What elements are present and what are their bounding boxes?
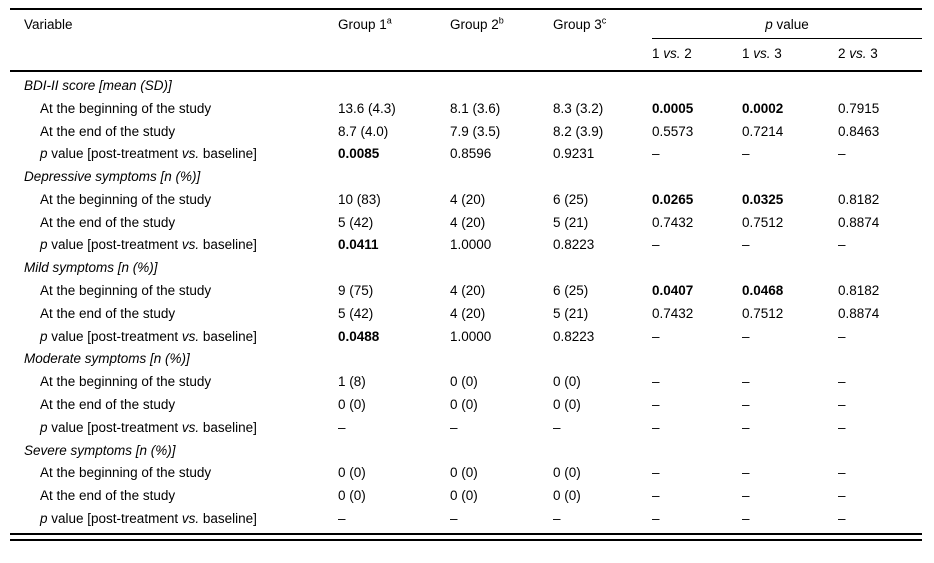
data-row xyxy=(10,485,922,508)
value-cell: 5 (21) xyxy=(553,305,589,321)
value-cell: – xyxy=(838,465,846,481)
data-row xyxy=(10,416,922,439)
row-label: At the beginning of the study xyxy=(40,100,212,116)
value-cell: 8.7 (4.0) xyxy=(338,123,389,139)
header-row-1 xyxy=(10,9,922,39)
section-title-row xyxy=(10,166,922,189)
value-cell: 0.9231 xyxy=(553,146,595,162)
data-row xyxy=(10,120,922,143)
value-cell: 0.8463 xyxy=(838,123,880,139)
footnote-marker-a: a xyxy=(386,15,392,26)
row-label: At the beginning of the study xyxy=(40,191,212,207)
value-cell: 1.0000 xyxy=(450,237,492,253)
value-cell: 9 (75) xyxy=(338,283,374,299)
value-cell: 0.7214 xyxy=(742,123,784,139)
value-cell: – xyxy=(838,510,846,526)
value-cell: 0 (0) xyxy=(553,374,581,390)
value-cell: – xyxy=(652,237,660,253)
value-cell: – xyxy=(838,419,846,435)
header-2-vs-3: 2 vs. 3 xyxy=(838,39,922,72)
data-row xyxy=(10,234,922,257)
data-row xyxy=(10,507,922,530)
value-cell: – xyxy=(742,488,750,504)
data-row xyxy=(10,97,922,120)
row-label: p value [post-treatment vs. baseline] xyxy=(40,510,257,526)
row-label: p value [post-treatment vs. baseline] xyxy=(40,146,257,162)
value-cell: 0 (0) xyxy=(553,465,581,481)
header-variable: Variable xyxy=(10,9,338,71)
value-cell: 0 (0) xyxy=(450,465,478,481)
value-cell: 0.8874 xyxy=(838,214,880,230)
value-cell: 5 (42) xyxy=(338,214,374,230)
value-cell: 0.0085 xyxy=(338,146,380,162)
value-cell: – xyxy=(450,510,458,526)
value-cell: 8.2 (3.9) xyxy=(553,123,604,139)
value-cell: – xyxy=(838,488,846,504)
value-cell: 0 (0) xyxy=(338,488,366,504)
value-cell: 0.8182 xyxy=(838,191,880,207)
data-row xyxy=(10,462,922,485)
section-title-row xyxy=(10,348,922,371)
data-row xyxy=(10,394,922,417)
value-cell: – xyxy=(742,465,750,481)
row-label: p value [post-treatment vs. baseline] xyxy=(40,328,257,344)
footnote-marker-c: c xyxy=(601,15,607,26)
data-row xyxy=(10,371,922,394)
footnote-marker-b: b xyxy=(498,15,504,26)
header-group-3-label: Group 3 xyxy=(553,17,602,32)
value-cell: 7.9 (3.5) xyxy=(450,123,501,139)
value-cell: 8.3 (3.2) xyxy=(553,100,604,116)
table-header xyxy=(10,9,922,71)
value-cell: – xyxy=(652,419,660,435)
value-cell: – xyxy=(652,510,660,526)
value-cell: 8.1 (3.6) xyxy=(450,100,501,116)
value-cell: – xyxy=(652,488,660,504)
value-cell: 6 (25) xyxy=(553,283,589,299)
value-cell: – xyxy=(553,419,561,435)
value-cell: 0.8223 xyxy=(553,237,595,253)
value-cell: 10 (83) xyxy=(338,191,381,207)
row-label: p value [post-treatment vs. baseline] xyxy=(40,237,257,253)
section-title: Depressive symptoms [n (%)] xyxy=(24,169,201,185)
value-cell: 0.8874 xyxy=(838,305,880,321)
value-cell: – xyxy=(338,419,346,435)
row-label: At the beginning of the study xyxy=(40,374,212,390)
data-row xyxy=(10,302,922,325)
value-cell: – xyxy=(742,374,750,390)
value-cell: – xyxy=(652,146,660,162)
header-1-vs-2: 1 vs. 2 xyxy=(652,39,742,72)
value-cell: – xyxy=(652,396,660,412)
row-label: At the end of the study xyxy=(40,396,176,412)
value-cell: 6 (25) xyxy=(553,191,589,207)
value-cell: 0.0488 xyxy=(338,328,380,344)
value-cell: – xyxy=(338,510,346,526)
value-cell: 0.0005 xyxy=(652,100,694,116)
value-cell: 0 (0) xyxy=(553,488,581,504)
value-cell: 1.0000 xyxy=(450,328,492,344)
value-cell: 0.0325 xyxy=(742,191,784,207)
value-cell: 0.0407 xyxy=(652,283,694,299)
results-table xyxy=(10,8,922,541)
value-cell: 0 (0) xyxy=(450,396,478,412)
table-bottom-rule xyxy=(10,533,922,541)
section-title-row xyxy=(10,257,922,280)
value-cell: 0.0411 xyxy=(338,237,379,253)
value-cell: – xyxy=(838,146,846,162)
header-group-1-label: Group 1 xyxy=(338,17,387,32)
table-body xyxy=(10,71,922,530)
value-cell: – xyxy=(742,328,750,344)
value-cell: 5 (42) xyxy=(338,305,374,321)
value-cell: 5 (21) xyxy=(553,214,589,230)
bottom-rule-line-1 xyxy=(10,533,922,535)
value-cell: 0.8596 xyxy=(450,146,492,162)
value-cell: – xyxy=(838,328,846,344)
section-title: Mild symptoms [n (%)] xyxy=(24,260,158,276)
value-cell: 0 (0) xyxy=(338,396,366,412)
section-title-row xyxy=(10,439,922,462)
value-cell: – xyxy=(742,237,750,253)
value-cell: 13.6 (4.3) xyxy=(338,100,396,116)
value-cell: 4 (20) xyxy=(450,305,486,321)
row-label: At the end of the study xyxy=(40,123,176,139)
value-cell: 0 (0) xyxy=(450,488,478,504)
bottom-rule-line-2 xyxy=(10,539,922,541)
value-cell: 0.8182 xyxy=(838,283,880,299)
value-cell: – xyxy=(838,237,846,253)
value-cell: 4 (20) xyxy=(450,214,486,230)
section-title-row xyxy=(10,71,922,97)
value-cell: – xyxy=(652,374,660,390)
header-group-3 xyxy=(553,9,652,71)
header-pvalue: p value xyxy=(652,9,922,39)
data-row xyxy=(10,189,922,212)
value-cell: 0.8223 xyxy=(553,328,595,344)
value-cell: – xyxy=(450,419,458,435)
value-cell: 0.0468 xyxy=(742,283,784,299)
header-group-2-label: Group 2 xyxy=(450,17,499,32)
value-cell: – xyxy=(742,510,750,526)
section-title: Moderate symptoms [n (%)] xyxy=(24,351,190,367)
value-cell: 0.7512 xyxy=(742,214,784,230)
data-row xyxy=(10,325,922,348)
data-row xyxy=(10,211,922,234)
value-cell: 0.0265 xyxy=(652,191,694,207)
value-cell: 0 (0) xyxy=(553,396,581,412)
value-cell: 4 (20) xyxy=(450,283,486,299)
value-cell: 0.7432 xyxy=(652,214,694,230)
value-cell: – xyxy=(652,465,660,481)
value-cell: 0.7915 xyxy=(838,100,880,116)
header-1-vs-3: 1 vs. 3 xyxy=(742,39,838,72)
value-cell: – xyxy=(838,374,846,390)
value-cell: 1 (8) xyxy=(338,374,366,390)
value-cell: 0.7512 xyxy=(742,305,784,321)
value-cell: – xyxy=(742,419,750,435)
results-table-grid xyxy=(10,8,922,530)
value-cell: 0.5573 xyxy=(652,123,694,139)
value-cell: – xyxy=(742,146,750,162)
value-cell: – xyxy=(838,396,846,412)
row-label: At the beginning of the study xyxy=(40,465,212,481)
value-cell: 0.7432 xyxy=(652,305,694,321)
row-label: p value [post-treatment vs. baseline] xyxy=(40,419,257,435)
value-cell: – xyxy=(652,328,660,344)
value-cell: 0.0002 xyxy=(742,100,784,116)
value-cell: – xyxy=(742,396,750,412)
row-label: At the end of the study xyxy=(40,488,176,504)
header-group-1 xyxy=(338,9,450,71)
data-row xyxy=(10,143,922,166)
value-cell: – xyxy=(553,510,561,526)
section-title: BDI-II score [mean (SD)] xyxy=(24,78,172,93)
row-label: At the beginning of the study xyxy=(40,283,212,299)
section-title: Severe symptoms [n (%)] xyxy=(24,442,176,458)
data-row xyxy=(10,280,922,303)
header-group-2 xyxy=(450,9,553,71)
value-cell: 0 (0) xyxy=(338,465,366,481)
row-label: At the end of the study xyxy=(40,214,176,230)
value-cell: 0 (0) xyxy=(450,374,478,390)
value-cell: 4 (20) xyxy=(450,191,486,207)
row-label: At the end of the study xyxy=(40,305,176,321)
